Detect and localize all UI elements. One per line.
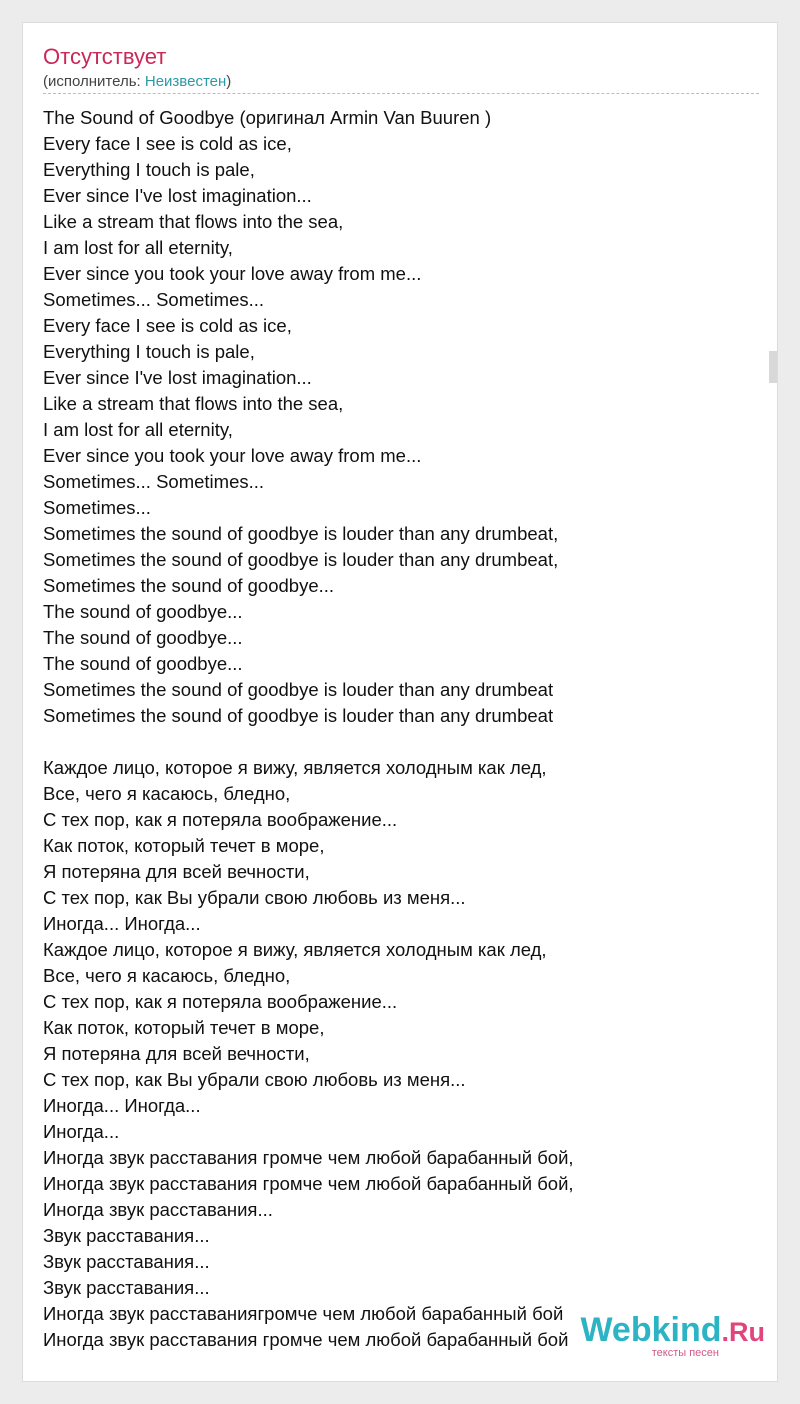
- lyric-line: Звук расставания...: [43, 1277, 210, 1298]
- lyric-line: Звук расставания...: [43, 1225, 210, 1246]
- artist-line: [43, 73, 231, 91]
- lyric-line: Иногда... Иногда...: [43, 913, 201, 934]
- lyric-line: С тех пор, как я потеряла воображение...: [43, 809, 398, 830]
- lyrics-text: [43, 105, 759, 1353]
- lyric-line: Sometimes the sound of goodbye is louder than any drumbeat,: [43, 549, 559, 570]
- lyric-line: Ever since you took your love away from me...: [43, 263, 422, 284]
- lyric-line: Иногда звук расставания громче чем любой барабанный бой: [43, 1329, 569, 1350]
- lyric-line: Каждое лицо, которое я вижу, является холодным как лед,: [43, 757, 547, 778]
- scroll-marker: [769, 351, 777, 383]
- lyric-line: С тех пор, как Вы убрали свою любовь из меня...: [43, 1069, 466, 1090]
- lyric-line: I am lost for all eternity,: [43, 419, 233, 440]
- lyric-line: Иногда звук расставания громче чем любой барабанный бой,: [43, 1173, 574, 1194]
- logo-main-text: Webkind: [580, 1311, 722, 1349]
- lyric-line: The sound of goodbye...: [43, 653, 243, 674]
- header-divider: [43, 93, 759, 94]
- lyric-line: Ever since I've lost imagination...: [43, 185, 312, 206]
- lyric-line: Like a stream that flows into the sea,: [43, 211, 344, 232]
- lyric-line: The Sound of Goodbye (оригинал Armin Van Buuren ): [43, 107, 492, 128]
- lyric-line: Иногда звук расставания...: [43, 1199, 273, 1220]
- artist-prefix: (исполнитель:: [43, 73, 145, 90]
- lyric-line: Все, чего я касаюсь, бледно,: [43, 965, 291, 986]
- logo-wordmark: [580, 1313, 765, 1349]
- lyric-line: Каждое лицо, которое я вижу, является холодным как лед,: [43, 939, 547, 960]
- lyric-line: Иногда звук расставаниягромче чем любой барабанный бой: [43, 1303, 564, 1324]
- lyric-line: Как поток, который течет в море,: [43, 1017, 325, 1038]
- lyric-line: Ever since I've lost imagination...: [43, 367, 312, 388]
- lyric-line: Звук расставания...: [43, 1251, 210, 1272]
- artist-link[interactable]: Неизвестен: [144, 73, 227, 90]
- content-card: [22, 22, 778, 1382]
- lyric-line: Sometimes the sound of goodbye is louder than any drumbeat: [43, 705, 554, 726]
- lyric-line: Everything I touch is pale,: [43, 159, 255, 180]
- lyric-line: Sometimes the sound of goodbye is louder than any drumbeat: [43, 679, 554, 700]
- lyric-line: С тех пор, как Вы убрали свою любовь из меня...: [43, 887, 466, 908]
- lyric-line: The sound of goodbye...: [43, 627, 243, 648]
- lyric-line: Все, чего я касаюсь, бледно,: [43, 783, 291, 804]
- lyric-line: Иногда...: [43, 1121, 120, 1142]
- lyric-line: Я потеряна для всей вечности,: [43, 861, 310, 882]
- lyric-line: Sometimes the sound of goodbye...: [43, 575, 335, 596]
- lyric-line: Иногда... Иногда...: [43, 1095, 201, 1116]
- lyric-line: [43, 729, 759, 755]
- lyric-line: Я потеряна для всей вечности,: [43, 1043, 310, 1064]
- lyric-line: С тех пор, как я потеряла воображение...: [43, 991, 398, 1012]
- page-title: Отсутствует: [43, 44, 167, 69]
- lyric-line: The sound of goodbye...: [43, 601, 243, 622]
- lyric-line: Sometimes...: [43, 497, 151, 518]
- lyric-line: Как поток, который течет в море,: [43, 835, 325, 856]
- logo-suffix-text: .Ru: [721, 1317, 765, 1347]
- lyric-line: I am lost for all eternity,: [43, 237, 233, 258]
- lyric-line: Sometimes... Sometimes...: [43, 471, 265, 492]
- artist-suffix: ): [226, 73, 232, 90]
- lyric-line: Everything I touch is pale,: [43, 341, 255, 362]
- lyric-line: Every face I see is cold as ice,: [43, 315, 292, 336]
- lyric-line: Sometimes... Sometimes...: [43, 289, 265, 310]
- lyric-line: Sometimes the sound of goodbye is louder than any drumbeat,: [43, 523, 559, 544]
- logo-tagline: тексты песен: [651, 1347, 719, 1359]
- lyric-line: Like a stream that flows into the sea,: [43, 393, 344, 414]
- lyric-line: Ever since you took your love away from me...: [43, 445, 422, 466]
- lyric-line: Every face I see is cold as ice,: [43, 133, 292, 154]
- lyric-line: Иногда звук расставания громче чем любой барабанный бой,: [43, 1147, 574, 1168]
- site-logo[interactable]: [576, 1313, 769, 1359]
